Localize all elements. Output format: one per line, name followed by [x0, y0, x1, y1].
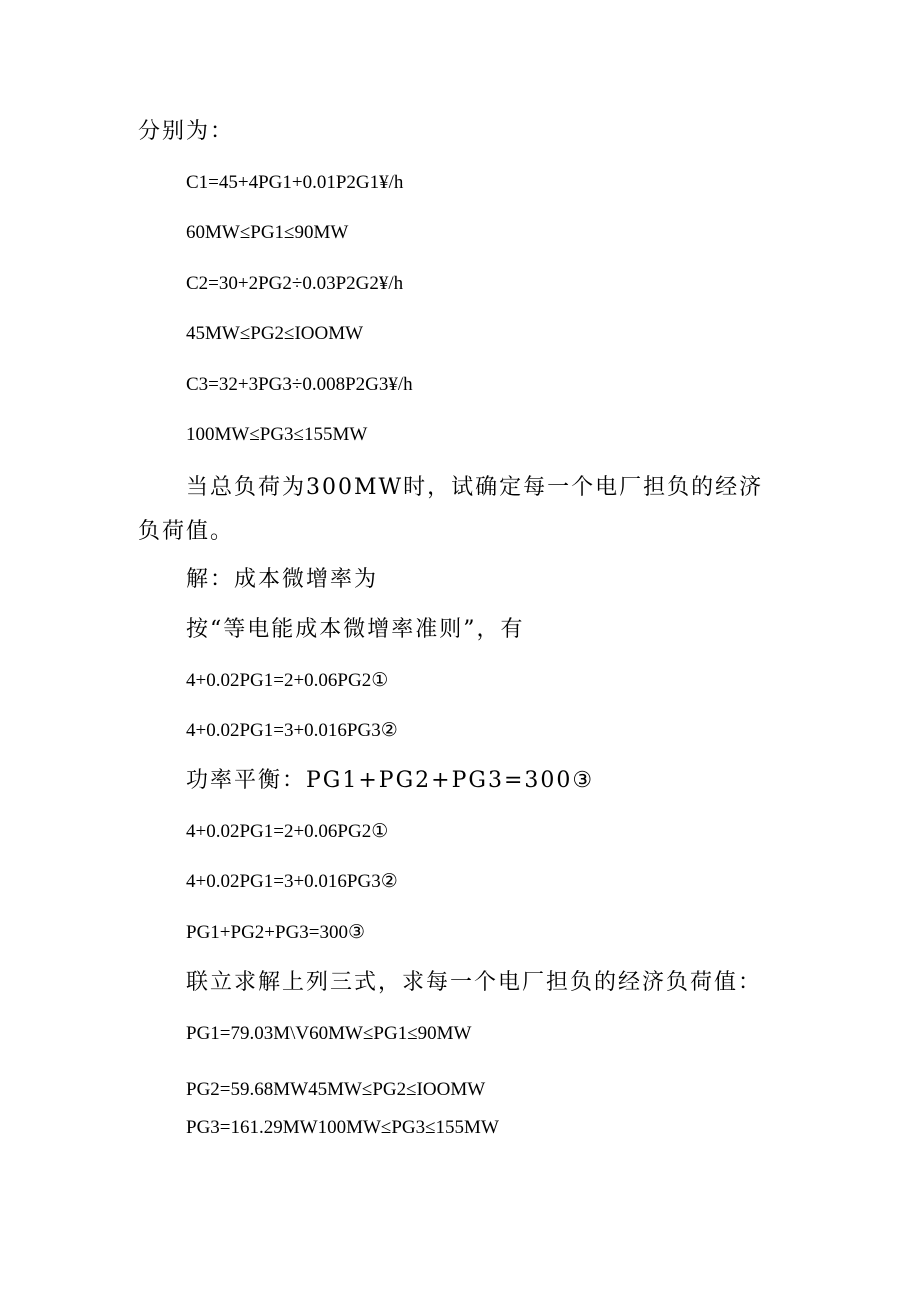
problem-statement: 当总负荷为300MW时，试确定每一个电厂担负的经济负荷值。 [138, 475, 764, 544]
constraint-pg2: 45MW≤PG2≤IOOMW [186, 323, 364, 344]
equation-3: PG1+PG2+PG3=300③ [186, 922, 366, 943]
solve-instruction: 联立求解上列三式，求每一个电厂担负的经济负荷值： [186, 970, 763, 995]
result-pg3: PG3=161.29MW100MW≤PG3≤155MW [186, 1117, 499, 1138]
equation-1: 4+0.02PG1=2+0.06PG2① [186, 670, 389, 691]
equation-2-repeat: 4+0.02PG1=3+0.016PG3② [186, 871, 398, 892]
cost-function-c2: C2=30+2PG2÷0.03P2G2¥/h [186, 273, 404, 294]
constraint-pg3: 100MW≤PG3≤155MW [186, 424, 368, 445]
equation-1-repeat: 4+0.02PG1=2+0.06PG2① [186, 821, 389, 842]
result-pg2: PG2=59.68MW45MW≤PG2≤IOOMW [186, 1079, 486, 1100]
intro-text: 分别为： [138, 119, 235, 144]
criterion-text: 按“等电能成本微增率准则”，有 [186, 617, 525, 642]
equation-2: 4+0.02PG1=3+0.016PG3② [186, 720, 398, 741]
solution-heading: 解：成本微增率为 [186, 567, 379, 592]
result-pg1: PG1=79.03M\V60MW≤PG1≤90MW [186, 1023, 472, 1044]
constraint-pg1: 60MW≤PG1≤90MW [186, 222, 349, 243]
cost-function-c1: C1=45+4PG1+0.01P2G1¥/h [186, 172, 404, 193]
power-balance-equation: 功率平衡：PG1+PG2+PG3=300③ [186, 768, 595, 793]
cost-function-c3: C3=32+3PG3÷0.008P2G3¥/h [186, 374, 413, 395]
